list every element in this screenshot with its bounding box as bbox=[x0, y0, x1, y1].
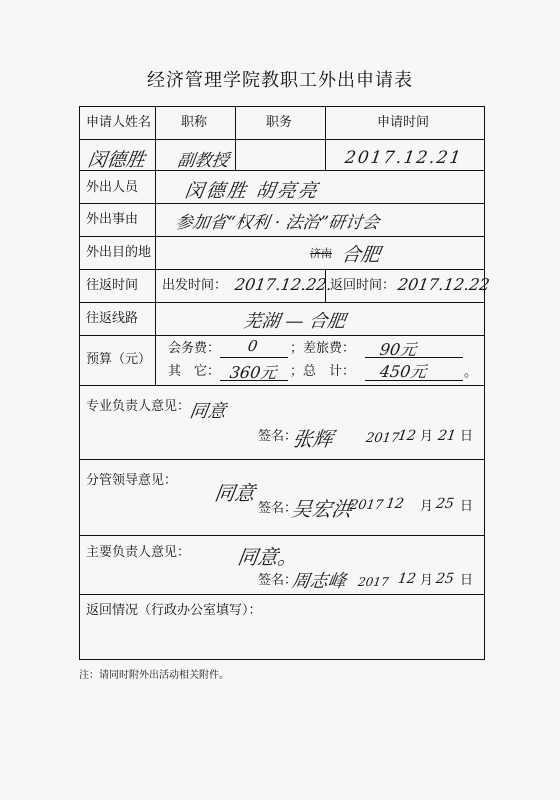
meeting-fee-label: 会务费： bbox=[168, 341, 221, 356]
budget-label: 预算（元） bbox=[86, 352, 152, 367]
row-divider bbox=[80, 459, 484, 460]
major-head-month-unit: 月 bbox=[420, 429, 434, 444]
other-fee-handwritten: 360元 bbox=[228, 363, 278, 382]
division-leader-sign-label: 签名： bbox=[258, 501, 298, 516]
return-time-label: 返回时间： bbox=[330, 278, 396, 293]
depart-time-label: 出发时间： bbox=[162, 278, 228, 293]
principal-head-sign-month: 12 bbox=[396, 571, 417, 587]
column-divider bbox=[235, 107, 236, 170]
division-leader-sign-day: 25 bbox=[434, 496, 455, 512]
principal-head-opinion-handwritten: 同意。 bbox=[236, 545, 300, 569]
major-head-signature: 张辉 bbox=[291, 427, 335, 451]
total-label: ；总 计： bbox=[290, 364, 356, 379]
principal-head-day-unit: 日 bbox=[460, 573, 474, 588]
round-trip-time-label: 往返时间 bbox=[86, 278, 139, 293]
depart-time-handwritten: 2017.12.22. bbox=[233, 275, 334, 294]
header-applicant-name: 申请人姓名 bbox=[86, 115, 152, 130]
meeting-fee-handwritten: 0 bbox=[246, 337, 259, 355]
major-head-sign-month: 12 bbox=[396, 428, 417, 444]
return-info-label: 返回情况（行政办公室填写）： bbox=[86, 603, 262, 618]
application-date-handwritten: 2017.12.21 bbox=[343, 148, 464, 168]
footnote: 注：请同时附外出活动相关附件。 bbox=[79, 670, 229, 681]
row-divider bbox=[80, 385, 484, 386]
major-head-sign-label: 签名： bbox=[258, 429, 298, 444]
row-divider bbox=[80, 594, 484, 595]
division-leader-month-unit: 月 bbox=[420, 499, 434, 514]
application-form-table bbox=[79, 106, 491, 660]
column-divider bbox=[325, 107, 326, 170]
travelers-handwritten: 闵德胜 胡亮亮 bbox=[183, 180, 321, 202]
applicant-title-handwritten: 副教授 bbox=[176, 151, 231, 171]
route-handwritten: 芜湖 — 合肥 bbox=[242, 311, 347, 332]
purpose-label: 外出事由 bbox=[86, 212, 139, 227]
principal-head-sign-day: 25 bbox=[434, 571, 455, 587]
division-leader-signature: 吴宏洪 bbox=[290, 497, 354, 521]
major-head-sign-day: 21 bbox=[436, 428, 457, 444]
row-divider bbox=[80, 203, 484, 204]
principal-head-month-unit: 月 bbox=[420, 573, 434, 588]
travelers-label: 外出人员 bbox=[86, 180, 139, 195]
principal-head-sign-year: 2017 bbox=[357, 575, 390, 589]
destination-struck-out: 济南 bbox=[310, 247, 332, 260]
header-title: 职称 bbox=[181, 115, 208, 130]
row-divider bbox=[80, 335, 484, 336]
row-divider bbox=[80, 236, 484, 237]
division-leader-opinion-label: 分管领导意见： bbox=[86, 473, 178, 488]
total-handwritten: 450元 bbox=[378, 362, 428, 381]
principal-head-signature: 周志峰 bbox=[290, 571, 348, 592]
division-leader-opinion-handwritten: 同意 bbox=[213, 481, 257, 505]
major-head-sign-year: 2017 bbox=[364, 431, 401, 446]
travel-fee-label: ；差旅费： bbox=[290, 341, 356, 356]
destination-handwritten: 合肥 bbox=[340, 244, 382, 266]
meeting-fee-underline bbox=[220, 357, 288, 358]
purpose-handwritten: 参加省“权利 · 法治”研讨会 bbox=[174, 213, 381, 233]
major-head-opinion-handwritten: 同意 bbox=[188, 401, 228, 422]
major-head-opinion-label: 专业负责人意见： bbox=[86, 399, 191, 414]
form-title: 经济管理学院教职工外出申请表 bbox=[147, 70, 413, 91]
other-fee-label: 其 它： bbox=[168, 364, 221, 379]
column-divider bbox=[155, 107, 156, 385]
destination-label: 外出目的地 bbox=[86, 245, 152, 260]
header-position: 职务 bbox=[266, 115, 293, 130]
principal-head-opinion-label: 主要负责人意见： bbox=[86, 545, 191, 560]
row-divider bbox=[80, 269, 484, 270]
row-divider bbox=[80, 139, 484, 140]
major-head-day-unit: 日 bbox=[460, 429, 474, 444]
division-leader-sign-year: 2017 bbox=[348, 498, 385, 513]
row-divider bbox=[80, 535, 484, 536]
applicant-name-handwritten: 闵德胜 bbox=[86, 149, 147, 171]
principal-head-sign-label: 签名： bbox=[258, 573, 298, 588]
header-application-date: 申请时间 bbox=[377, 115, 430, 130]
return-time-handwritten: 2017.12.22 bbox=[396, 275, 491, 294]
row-divider bbox=[80, 302, 484, 303]
travel-fee-handwritten: 90元 bbox=[378, 340, 418, 359]
total-end-mark: 。 bbox=[464, 365, 478, 380]
route-label: 往返线路 bbox=[86, 311, 139, 326]
division-leader-day-unit: 日 bbox=[460, 499, 474, 514]
division-leader-sign-month: 12 bbox=[384, 496, 405, 512]
